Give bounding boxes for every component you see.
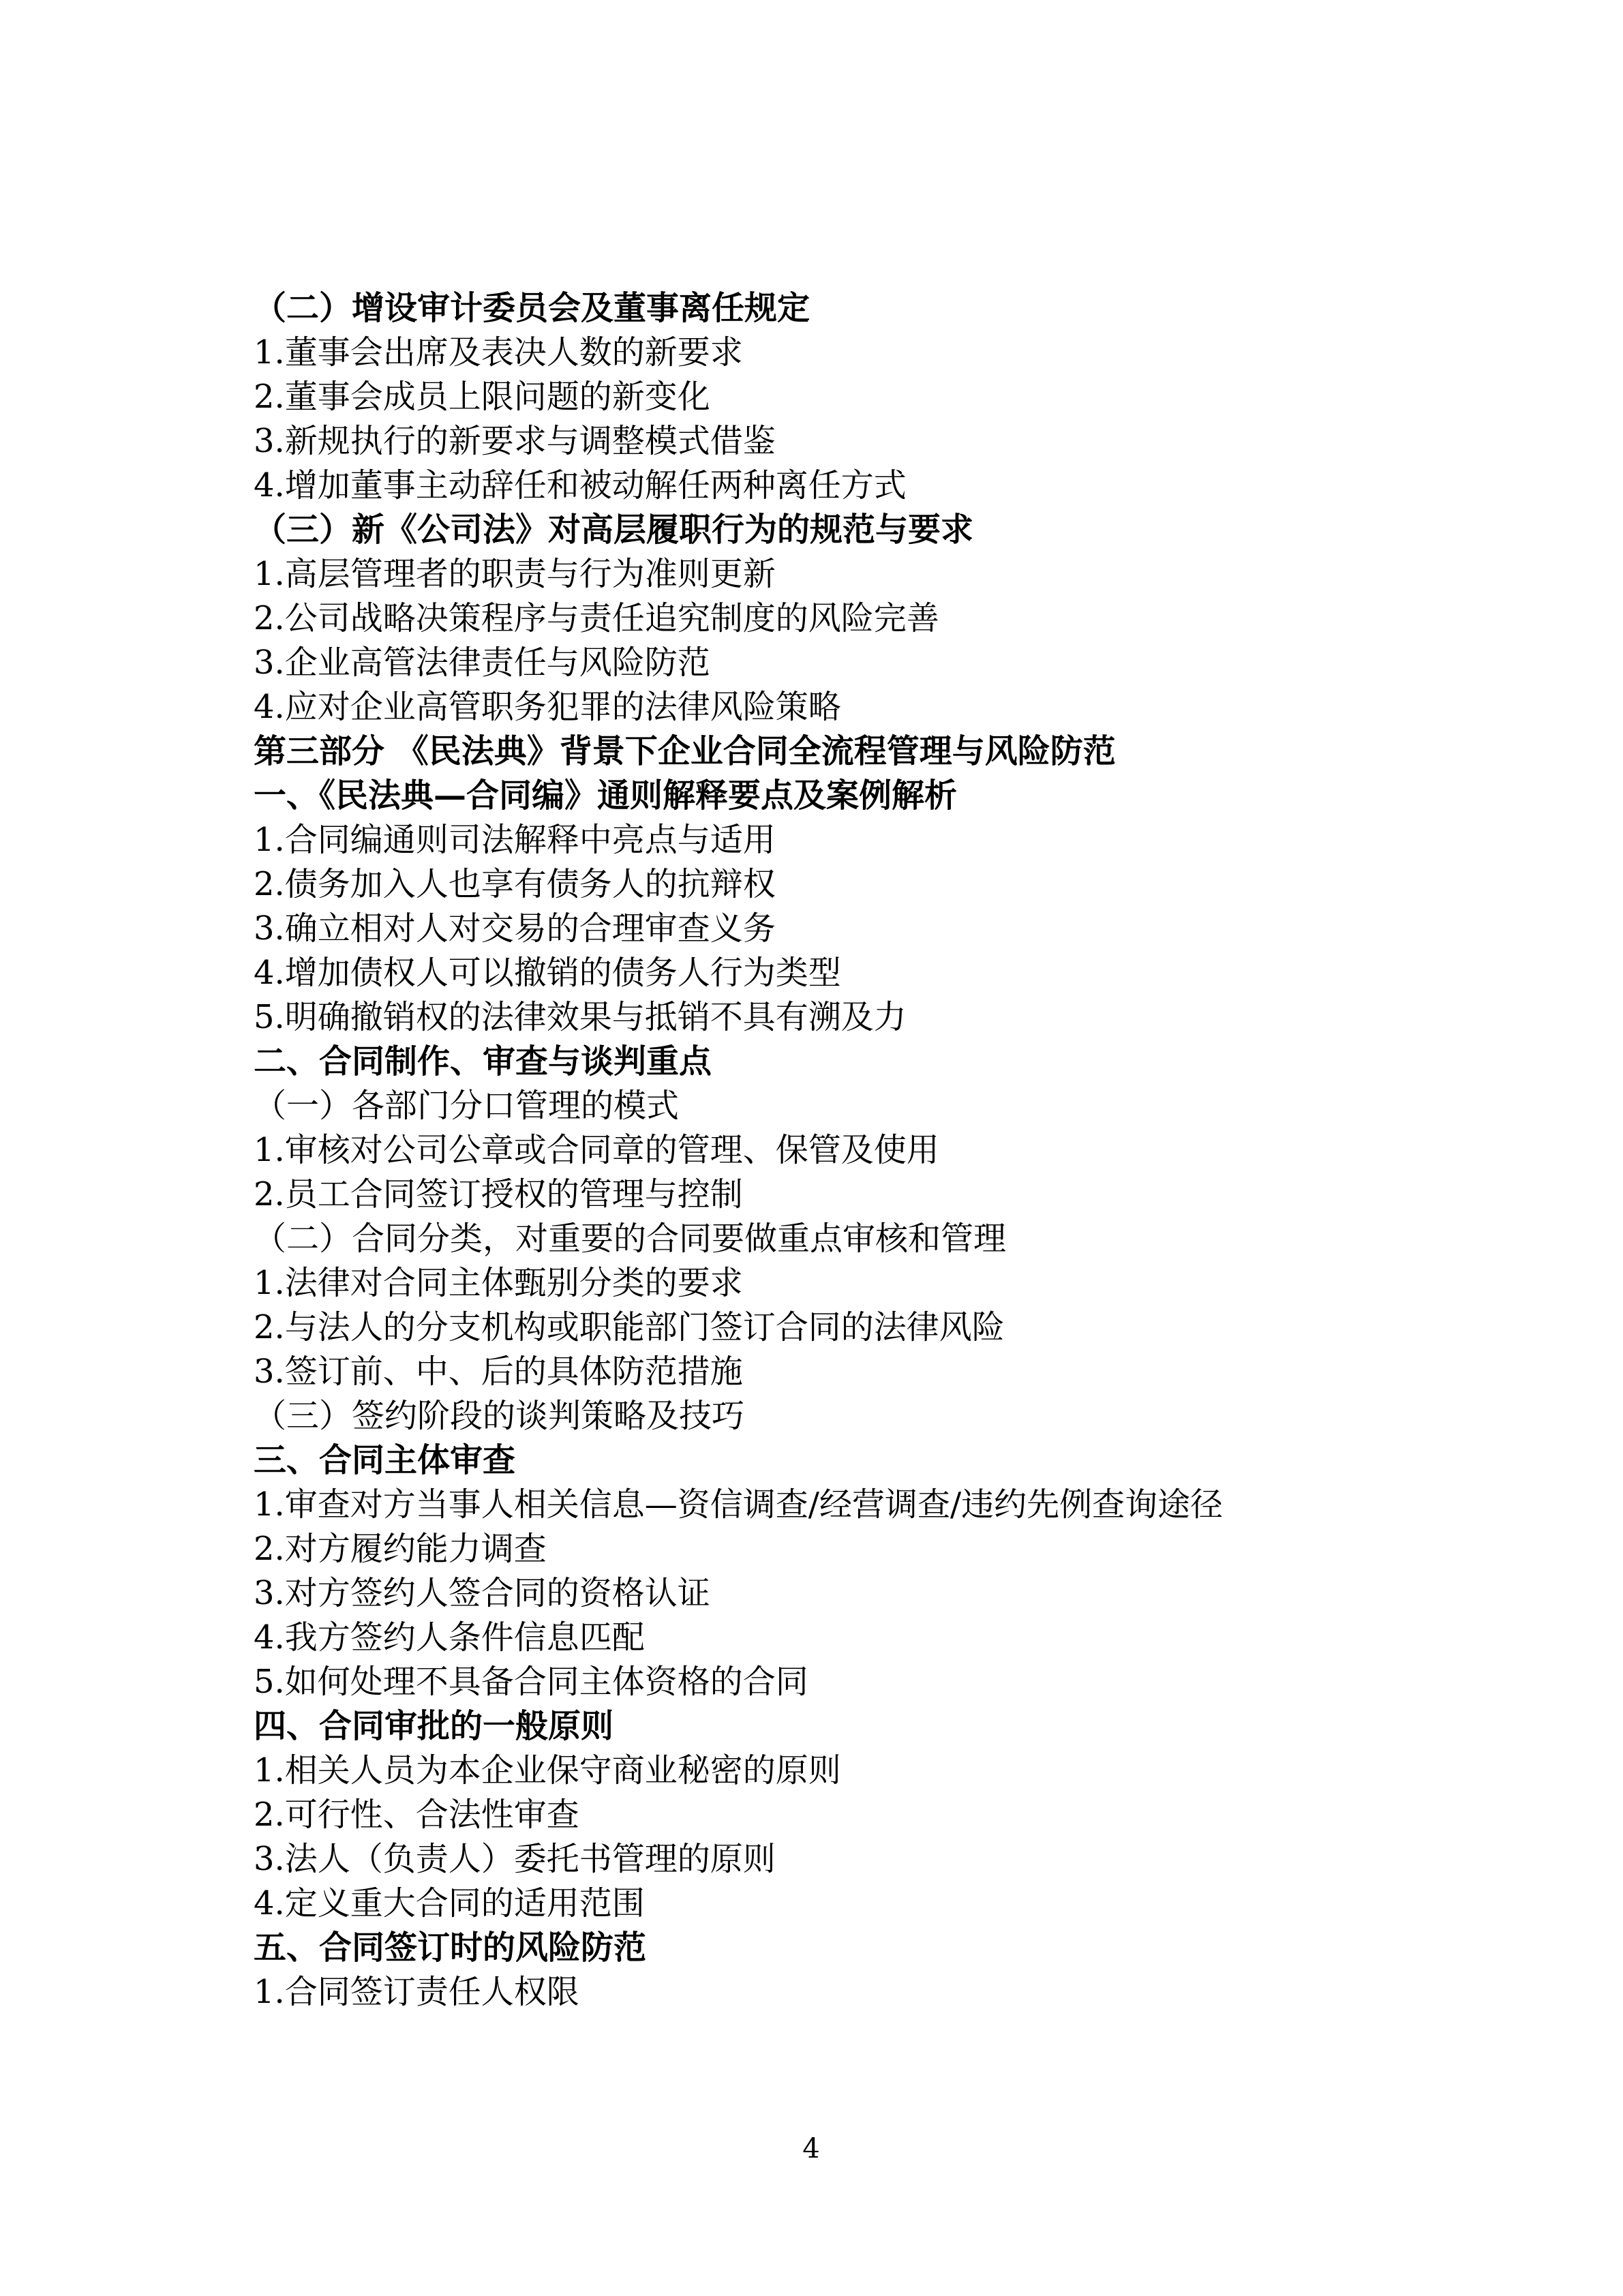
list-item: 2.债务加入人也享有债务人的抗辩权 [254, 865, 776, 903]
list-item: 4.定义重大合同的适用范围 [254, 1884, 645, 1922]
section-heading: 二、合同制作、审查与谈判重点 [254, 1042, 712, 1081]
list-item: 3.新规执行的新要求与调整模式借鉴 [254, 422, 776, 460]
list-item: 2.员工合同签订授权的管理与控制 [254, 1175, 743, 1213]
list-item: 3.对方签约人签合同的资格认证 [254, 1574, 710, 1612]
list-item: 2.公司战略决策程序与责任追究制度的风险完善 [254, 599, 939, 637]
list-item: 2.与法人的分支机构或职能部门签订合同的法律风险 [254, 1308, 1005, 1346]
list-item: （二）合同分类，对重要的合同要做重点审核和管理 [254, 1220, 1007, 1258]
list-item: 1.审核对公司公章或合同章的管理、保管及使用 [254, 1131, 939, 1169]
list-item: 1.相关人员为本企业保守商业秘密的原则 [254, 1751, 841, 1789]
list-item: 5.明确撤销权的法律效果与抵销不具有溯及力 [254, 998, 907, 1036]
list-item: 3.签订前、中、后的具体防范措施 [254, 1353, 743, 1391]
list-item: 5.如何处理不具备合同主体资格的合同 [254, 1663, 808, 1701]
section-heading: 四、合同审批的一般原则 [254, 1707, 614, 1745]
list-item: 1.合同签订责任人权限 [254, 1973, 579, 2011]
list-item: 3.法人（负责人）委托书管理的原则 [254, 1840, 776, 1878]
section-heading: 三、合同主体审查 [254, 1441, 516, 1479]
list-item: 4.应对企业高管职务犯罪的法律风险策略 [254, 688, 841, 726]
list-item: 4.增加董事主动辞任和被动解任两种离任方式 [254, 466, 907, 504]
list-item: 3.企业高管法律责任与风险防范 [254, 644, 710, 682]
list-item: 2.董事会成员上限问题的新变化 [254, 378, 710, 416]
document-body [254, 286, 1440, 2014]
list-item: 2.对方履约能力调查 [254, 1530, 547, 1568]
page-number: 4 [802, 2133, 820, 2164]
section-heading: 一、《民法典—合同编》通则解释要点及案例解析 [254, 776, 958, 815]
list-item: （一）各部门分口管理的模式 [254, 1087, 680, 1125]
list-item: 4.我方签约人条件信息匹配 [254, 1618, 645, 1657]
section-heading: （二）增设审计委员会及董事离任规定 [254, 289, 810, 327]
list-item: 3.确立相对人对交易的合理审查义务 [254, 909, 776, 948]
list-item: 2.可行性、合法性审查 [254, 1796, 579, 1834]
list-item: 1.法律对合同主体甄别分类的要求 [254, 1264, 743, 1302]
list-item: 4.增加债权人可以撤销的债务人行为类型 [254, 954, 841, 992]
list-item: 1.董事会出席及表决人数的新要求 [254, 333, 743, 372]
list-item: 1.审查对方当事人相关信息—资信调查/经营调查/违约先例查询途径 [254, 1485, 1224, 1524]
section-heading: 第三部分 《民法典》背景下企业合同全流程管理与风险防范 [254, 732, 1116, 770]
list-item: 1.高层管理者的职责与行为准则更新 [254, 555, 776, 593]
list-item: 1.合同编通则司法解释中亮点与适用 [254, 821, 776, 859]
section-heading: 五、合同签订时的风险防范 [254, 1929, 647, 1967]
list-item: （三）签约阶段的谈判策略及技巧 [254, 1397, 745, 1435]
section-heading: （三）新《公司法》对高层履职行为的规范与要求 [254, 511, 974, 549]
